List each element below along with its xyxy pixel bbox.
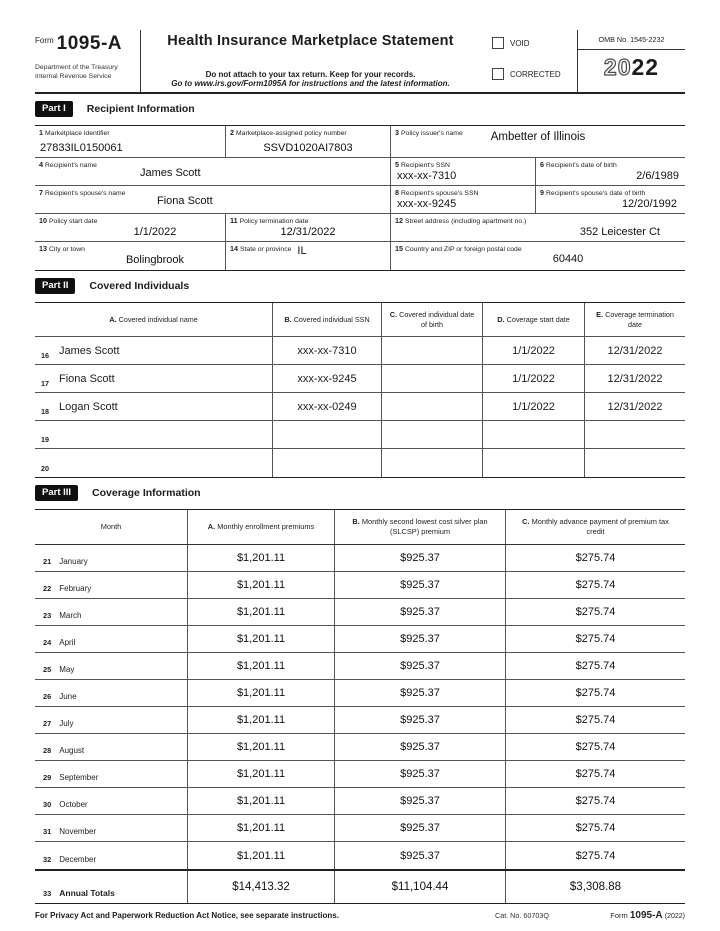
- slcsp-premium: $925.37: [334, 815, 505, 841]
- advance-payment: $275.74: [505, 626, 685, 652]
- part3-bar: [35, 486, 685, 500]
- enrollment-premium: $1,201.11: [187, 680, 334, 706]
- void-check-row: [492, 37, 577, 49]
- covered-name: 16 James Scott: [41, 344, 120, 360]
- coverage-month-row-25: [35, 653, 685, 680]
- enrollment-premium: $1,201.11: [187, 599, 334, 625]
- form-title-block: [140, 30, 480, 92]
- instruction-line-2: Go to www.irs.gov/Form1095A for instructions and the latest information.: [171, 79, 450, 88]
- recipient-name-value: James Scott: [140, 167, 201, 179]
- row-number: 26: [43, 692, 52, 701]
- field-13-number: 13: [39, 244, 47, 253]
- month-name: September: [59, 773, 99, 782]
- month-cell: [35, 653, 187, 679]
- part2-bar: [35, 279, 685, 293]
- total-advance-payment: $3,308.88: [505, 871, 685, 903]
- field-8-number: 8: [395, 188, 399, 197]
- covered-ssn: xxx-xx-7310: [272, 337, 381, 364]
- enrollment-premium: $1,201.11: [187, 653, 334, 679]
- field-15-number: 15: [395, 244, 403, 253]
- privacy-notice: For Privacy Act and Paperwork Reduction Act Notice, see separate instructions.: [35, 911, 339, 920]
- annual-totals-cell: [35, 871, 187, 903]
- covered-ssn: [272, 421, 381, 448]
- slcsp-premium: $925.37: [334, 842, 505, 869]
- coverage-month-row-23: [35, 599, 685, 626]
- field-11-label: Policy termination date: [239, 218, 309, 225]
- row-number: 31: [43, 827, 52, 836]
- covered-dob: [381, 365, 482, 392]
- header-slcsp-premium: B. Monthly second lowest cost silver plan (SLCSP) premium: [334, 510, 505, 544]
- field-15-label: Country and ZIP or foreign postal code: [405, 246, 522, 253]
- part1-row-4: [35, 214, 685, 242]
- field-6-label: Recipient's date of birth: [546, 162, 617, 169]
- header-covered-ssn: B. Covered individual SSN: [272, 303, 381, 336]
- header-month: Month: [100, 522, 122, 531]
- coverage-end: 12/31/2022: [584, 365, 685, 392]
- part1-row-3: [35, 186, 685, 214]
- tax-year: [578, 54, 685, 81]
- field-12-street-address: [390, 214, 685, 241]
- advance-payment: $275.74: [505, 572, 685, 598]
- form-footer: [35, 910, 685, 921]
- header-enrollment-premiums: A. Monthly enrollment premiums: [187, 510, 334, 544]
- field-6-number: 6: [540, 160, 544, 169]
- part1-row-2: [35, 158, 685, 186]
- covered-name: 18 Logan Scott: [41, 400, 118, 416]
- row-number: 23: [43, 611, 52, 620]
- covered-name: 17 Fiona Scott: [41, 372, 115, 388]
- void-label: VOID: [510, 38, 530, 48]
- part1-title: Recipient Information: [86, 103, 195, 115]
- part1-badge: Part I: [35, 101, 73, 117]
- enrollment-premium: $1,201.11: [187, 626, 334, 652]
- coverage-month-row-28: [35, 734, 685, 761]
- field-2-number: 2: [230, 128, 234, 137]
- field-9-label: Recipient's spouse's date of birth: [546, 190, 646, 197]
- row-number: 24: [43, 638, 52, 647]
- corrected-label: CORRECTED: [510, 69, 561, 79]
- recipient-dob-value: 2/6/1989: [636, 170, 679, 182]
- row-number: 28: [43, 746, 52, 755]
- coverage-end: [584, 421, 685, 448]
- form-number: 1095-A: [56, 33, 122, 54]
- enrollment-premium: $1,201.11: [187, 707, 334, 733]
- part2-title: Covered Individuals: [89, 280, 190, 292]
- enrollment-premium: $1,201.11: [187, 545, 334, 571]
- advance-payment: $275.74: [505, 707, 685, 733]
- field-9-number: 9: [540, 188, 544, 197]
- field-13-label: City or town: [49, 246, 85, 253]
- spouse-ssn-value: xxx-xx-9245: [397, 198, 457, 210]
- row-number: 18: [41, 407, 49, 416]
- covered-dob: [381, 449, 482, 477]
- total-slcsp-premium: $11,104.44: [334, 871, 505, 903]
- row-number: 32: [43, 855, 52, 864]
- advance-payment: $275.74: [505, 653, 685, 679]
- header-covered-dob: C. Covered individual date of birth: [381, 303, 482, 336]
- field-5-number: 5: [395, 160, 399, 169]
- recipient-information-table: [35, 125, 685, 271]
- advance-payment: $275.74: [505, 545, 685, 571]
- field-8-spouse-ssn: [390, 186, 535, 213]
- total-enrollment-premiums: $14,413.32: [187, 871, 334, 903]
- slcsp-premium: $925.37: [334, 626, 505, 652]
- field-8-label: Recipient's spouse's SSN: [401, 190, 479, 197]
- field-13-city: [35, 242, 225, 270]
- slcsp-premium: $925.37: [334, 653, 505, 679]
- void-checkbox[interactable]: [492, 37, 504, 49]
- field-14-label: State or province: [240, 246, 292, 253]
- annual-totals-label: Annual Totals: [59, 888, 115, 898]
- header-coverage-start: D. Coverage start date: [482, 303, 584, 336]
- month-cell: [35, 545, 187, 571]
- covered-individual-row-16: [35, 337, 685, 365]
- advance-payment: $275.74: [505, 734, 685, 760]
- covered-individual-row-17: [35, 365, 685, 393]
- covered-individual-row-19: [35, 421, 685, 449]
- month-name: January: [59, 557, 88, 566]
- field-2-policy-number: [225, 126, 390, 157]
- month-cell: [35, 788, 187, 814]
- month-name: February: [59, 584, 92, 593]
- policy-termination-value: 12/31/2022: [280, 226, 336, 238]
- corrected-check-row: [492, 68, 577, 80]
- coverage-start: [482, 421, 584, 448]
- part2-badge: Part II: [35, 278, 75, 294]
- spouse-dob-value: 12/20/1992: [621, 198, 677, 210]
- month-cell: [35, 599, 187, 625]
- row-number: 19: [41, 435, 49, 444]
- field-11-number: 11: [230, 216, 238, 225]
- row-number: 30: [43, 800, 52, 809]
- coverage-start: 1/1/2022: [482, 365, 584, 392]
- field-7-label: Recipient's spouse's name: [45, 190, 126, 197]
- row-number: 29: [43, 773, 52, 782]
- part3-header-row: [35, 510, 685, 545]
- coverage-month-row-29: [35, 761, 685, 788]
- row-number: 20: [41, 464, 49, 473]
- row-number: 17: [41, 379, 49, 388]
- field-12-number: 12: [395, 216, 403, 225]
- advance-payment: $275.74: [505, 599, 685, 625]
- field-1-label: Marketplace identifier: [45, 130, 110, 137]
- form-reference: Form 1095-A (2022): [610, 910, 685, 921]
- field-1-marketplace-identifier: [35, 126, 225, 157]
- month-name: June: [59, 692, 77, 701]
- field-3-label: Policy issuer's name: [401, 130, 463, 137]
- slcsp-premium: $925.37: [334, 761, 505, 787]
- covered-name: [35, 449, 272, 477]
- instruction-line-1: Do not attach to your tax return. Keep for your records.: [205, 70, 416, 79]
- field-14-number: 14: [230, 244, 238, 253]
- field-5-recipient-ssn: [390, 158, 535, 185]
- field-15-zip: [390, 242, 685, 270]
- policy-start-value: 1/1/2022: [133, 226, 177, 238]
- field-4-number: 4: [39, 160, 43, 169]
- month-cell: [35, 680, 187, 706]
- policy-number-value: SSVD1020AI7803: [263, 142, 353, 154]
- advance-payment: $275.74: [505, 788, 685, 814]
- covered-name: [35, 421, 272, 448]
- advance-payment: $275.74: [505, 680, 685, 706]
- omb-number: OMB No. 1545-2232: [578, 30, 685, 50]
- month-name: August: [59, 746, 85, 755]
- month-name: April: [59, 638, 76, 647]
- advance-payment: $275.74: [505, 842, 685, 869]
- month-name: November: [59, 827, 97, 836]
- month-cell: [35, 626, 187, 652]
- field-10-number: 10: [39, 216, 47, 225]
- tax-year-prefix: 20: [603, 54, 632, 80]
- zip-value: 60440: [552, 253, 584, 265]
- enrollment-premium: $1,201.11: [187, 842, 334, 869]
- field-10-label: Policy start date: [49, 218, 98, 225]
- row-number: 21: [43, 557, 52, 566]
- agency-line-1: Department of the Treasury: [35, 64, 118, 71]
- covered-dob: [381, 393, 482, 420]
- field-12-label: Street address (including apartment no.): [405, 218, 527, 225]
- part1-bar: [35, 102, 685, 116]
- header-coverage-end: E. Coverage termination date: [584, 303, 685, 336]
- form-word: Form: [35, 36, 54, 45]
- month-cell: [35, 842, 187, 869]
- month-cell: [35, 707, 187, 733]
- coverage-month-row-21: [35, 545, 685, 572]
- advance-payment: $275.74: [505, 815, 685, 841]
- part1-row-1: [35, 126, 685, 158]
- covered-individuals-table: [35, 302, 685, 478]
- enrollment-premium: $1,201.11: [187, 788, 334, 814]
- enrollment-premium: $1,201.11: [187, 572, 334, 598]
- field-4-label: Recipient's name: [45, 162, 97, 169]
- coverage-month-row-30: [35, 788, 685, 815]
- covered-ssn: xxx-xx-9245: [272, 365, 381, 392]
- field-14-state: [225, 242, 390, 270]
- month-name: December: [59, 855, 97, 864]
- status-checkboxes: [480, 30, 577, 92]
- coverage-start: 1/1/2022: [482, 337, 584, 364]
- agency-line-2: Internal Revenue Service: [35, 72, 112, 80]
- month-name: May: [59, 665, 75, 674]
- annual-totals-row: [35, 869, 685, 903]
- tax-year-suffix: 22: [631, 54, 660, 80]
- row-number: 16: [41, 351, 49, 360]
- coverage-information-table: [35, 509, 685, 904]
- covered-individual-row-20: [35, 449, 685, 477]
- spouse-name-value: Fiona Scott: [157, 195, 213, 207]
- coverage-month-row-32: [35, 842, 685, 869]
- coverage-end: 12/31/2022: [584, 337, 685, 364]
- slcsp-premium: $925.37: [334, 599, 505, 625]
- coverage-month-row-22: [35, 572, 685, 599]
- form-header: [35, 30, 685, 94]
- row-number: 22: [43, 584, 52, 593]
- enrollment-premium: $1,201.11: [187, 815, 334, 841]
- field-11-policy-termination-date: [225, 214, 390, 241]
- covered-ssn: xxx-xx-0249: [272, 393, 381, 420]
- row-number: 27: [43, 719, 52, 728]
- field-9-spouse-dob: [535, 186, 685, 213]
- slcsp-premium: $925.37: [334, 734, 505, 760]
- coverage-end: [584, 449, 685, 477]
- month-name: March: [59, 611, 82, 620]
- part3-badge: Part III: [35, 485, 78, 501]
- coverage-month-row-27: [35, 707, 685, 734]
- slcsp-premium: $925.37: [334, 680, 505, 706]
- month-cell: [35, 734, 187, 760]
- field-1-number: 1: [39, 128, 43, 137]
- field-3-policy-issuer-name: [390, 126, 685, 157]
- omb-year-block: [577, 30, 685, 92]
- agency-block: [35, 64, 140, 82]
- month-cell: [35, 572, 187, 598]
- catalog-number: Cat. No. 60703Q: [495, 911, 549, 920]
- slcsp-premium: $925.37: [334, 572, 505, 598]
- row-number: 33: [43, 889, 52, 898]
- coverage-month-row-26: [35, 680, 685, 707]
- field-3-number: 3: [395, 128, 399, 137]
- field-7-spouse-name: [35, 186, 390, 213]
- header-advance-payment: C. Monthly advance payment of premium tax credit: [505, 510, 685, 544]
- coverage-month-row-31: [35, 815, 685, 842]
- month-name: October: [59, 800, 88, 809]
- policy-issuer-value: Ambetter of Illinois: [490, 131, 586, 143]
- slcsp-premium: $925.37: [334, 788, 505, 814]
- marketplace-identifier-value: 27833IL0150061: [40, 142, 123, 154]
- street-address-value: 352 Leicester Ct: [579, 226, 660, 238]
- coverage-end: 12/31/2022: [584, 393, 685, 420]
- enrollment-premium: $1,201.11: [187, 761, 334, 787]
- header-covered-name: A. Covered individual name: [109, 314, 198, 324]
- covered-dob: [381, 421, 482, 448]
- form-title: Health Insurance Marketplace Statement: [167, 33, 454, 49]
- field-7-number: 7: [39, 188, 43, 197]
- field-10-policy-start-date: [35, 214, 225, 241]
- covered-individual-row-18: [35, 393, 685, 421]
- city-value: Bolingbrook: [125, 254, 185, 266]
- part1-row-5: [35, 242, 685, 270]
- coverage-month-row-24: [35, 626, 685, 653]
- field-6-recipient-dob: [535, 158, 685, 185]
- advance-payment: $275.74: [505, 761, 685, 787]
- coverage-start: 1/1/2022: [482, 393, 584, 420]
- field-4-recipient-name: [35, 158, 390, 185]
- month-name: July: [59, 719, 74, 728]
- month-cell: [35, 761, 187, 787]
- enrollment-premium: $1,201.11: [187, 734, 334, 760]
- field-2-label: Marketplace-assigned policy number: [236, 130, 347, 137]
- recipient-ssn-value: xxx-xx-7310: [397, 170, 457, 182]
- part2-header-row: [35, 303, 685, 337]
- form-id-block: [35, 30, 140, 92]
- form-1095a-page: [35, 30, 685, 921]
- slcsp-premium: $925.37: [334, 707, 505, 733]
- covered-dob: [381, 337, 482, 364]
- coverage-start: [482, 449, 584, 477]
- covered-ssn: [272, 449, 381, 477]
- corrected-checkbox[interactable]: [492, 68, 504, 80]
- field-5-label: Recipient's SSN: [401, 162, 450, 169]
- slcsp-premium: $925.37: [334, 545, 505, 571]
- part3-title: Coverage Information: [92, 487, 201, 499]
- row-number: 25: [43, 665, 52, 674]
- month-cell: [35, 815, 187, 841]
- state-value: IL: [297, 245, 307, 257]
